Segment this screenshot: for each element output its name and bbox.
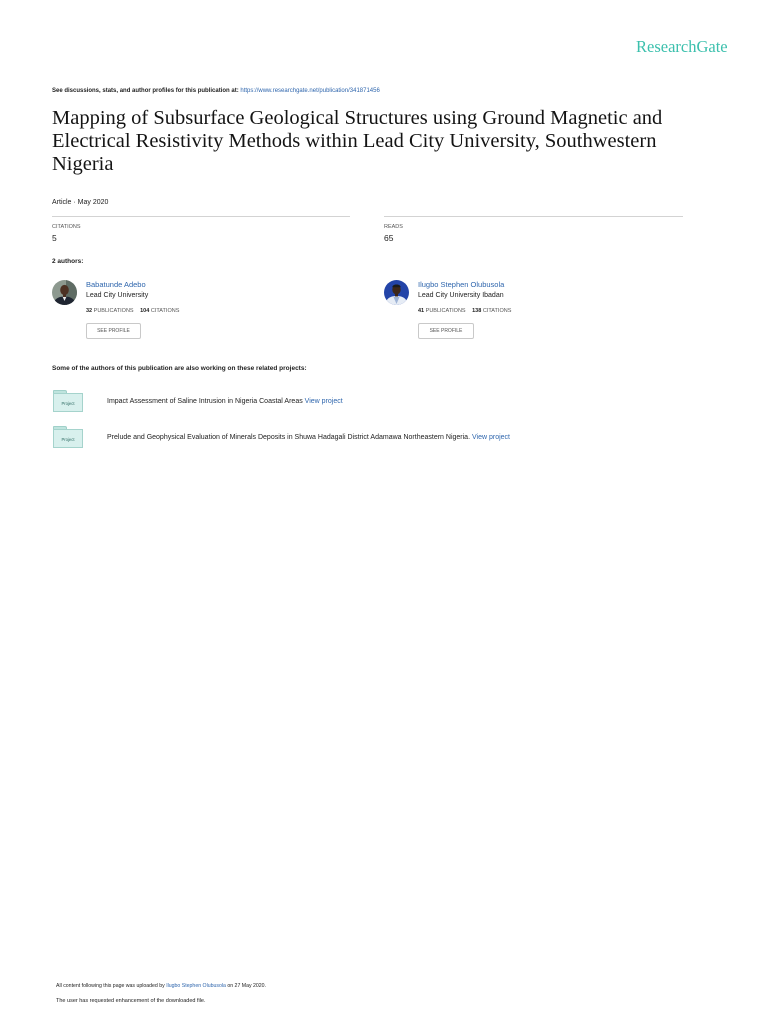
author-citations-count: 104 — [140, 308, 150, 314]
author-stats — [86, 308, 179, 315]
author-card — [384, 279, 674, 341]
reads-count: 65 — [384, 233, 394, 243]
see-profile-button[interactable]: SEE PROFILE — [418, 323, 474, 339]
photo-head — [60, 285, 69, 295]
citations-label: CITATIONS — [52, 224, 81, 230]
author-citations-label: CITATIONS — [150, 308, 180, 314]
reads-stat — [384, 216, 683, 246]
view-project-link[interactable]: View project — [304, 398, 343, 405]
uploader-link[interactable]: Ilugbo Stephen Olubusola — [166, 983, 226, 989]
publications-count: 41 — [418, 308, 425, 314]
discussion-notice — [52, 87, 380, 95]
author-name-link[interactable]: Babatunde Adebo — [86, 280, 146, 289]
project-icon-label: Project — [61, 437, 75, 442]
author-avatar[interactable] — [384, 280, 409, 305]
author-card — [52, 279, 342, 341]
upload-notice-date: on 27 May 2020. — [227, 983, 266, 989]
view-project-link[interactable]: View project — [471, 434, 510, 441]
see-profile-button[interactable]: SEE PROFILE — [86, 323, 141, 339]
publication-title: Mapping of Subsurface Geological Structures using Ground Magnetic and Electrical Resistivity Methods within Lead City University, Southwestern Nigeria — [52, 107, 663, 175]
author-stats — [418, 308, 511, 315]
author-citations-label: CITATIONS — [482, 308, 512, 314]
author-citations-count: 138 — [472, 308, 482, 314]
upload-notice-prefix: All content following this page was uploaded by — [56, 983, 165, 989]
project-folder-icon[interactable] — [53, 426, 83, 448]
project-item — [107, 434, 510, 442]
publications-label: PUBLICATIONS — [425, 308, 466, 314]
author-photo — [384, 280, 409, 305]
author-affiliation: Lead City University — [86, 292, 149, 299]
project-title: Prelude and Geophysical Evaluation of Minerals Deposits in Shuwa Hadagali District Adamawa Northeastern Nigeria. — [107, 434, 471, 441]
related-projects-heading: Some of the authors of this publication are also working on these related projects: — [52, 365, 307, 372]
authors-heading: 2 authors: — [52, 258, 84, 265]
author-affiliation: Lead City University Ibadan — [418, 292, 504, 299]
publications-count: 32 — [86, 308, 93, 314]
citations-count: 5 — [52, 233, 57, 243]
reads-label: READS — [384, 224, 403, 230]
researchgate-logo[interactable]: ResearchGate — [636, 37, 728, 56]
author-photo — [52, 280, 77, 305]
publications-label: PUBLICATIONS — [93, 308, 134, 314]
author-name-link[interactable]: Ilugbo Stephen Olubusola — [418, 280, 505, 289]
project-title: Impact Assessment of Saline Intrusion in Nigeria Coastal Areas — [107, 398, 303, 405]
upload-notice — [56, 983, 266, 989]
enhancement-notice: The user has requested enhancement of the downloaded file. — [56, 998, 206, 1004]
publication-type-date: Article · May 2020 — [52, 199, 109, 206]
project-folder-icon[interactable] — [53, 390, 83, 412]
author-avatar[interactable] — [52, 280, 77, 305]
project-item — [107, 398, 343, 406]
citations-stat — [52, 216, 350, 246]
project-icon-label: Project — [61, 401, 75, 406]
publication-url-link[interactable]: https://www.researchgate.net/publication/341871456 — [240, 88, 380, 94]
discussion-notice-text: See discussions, stats, and author profiles for this publication at: — [52, 88, 239, 94]
